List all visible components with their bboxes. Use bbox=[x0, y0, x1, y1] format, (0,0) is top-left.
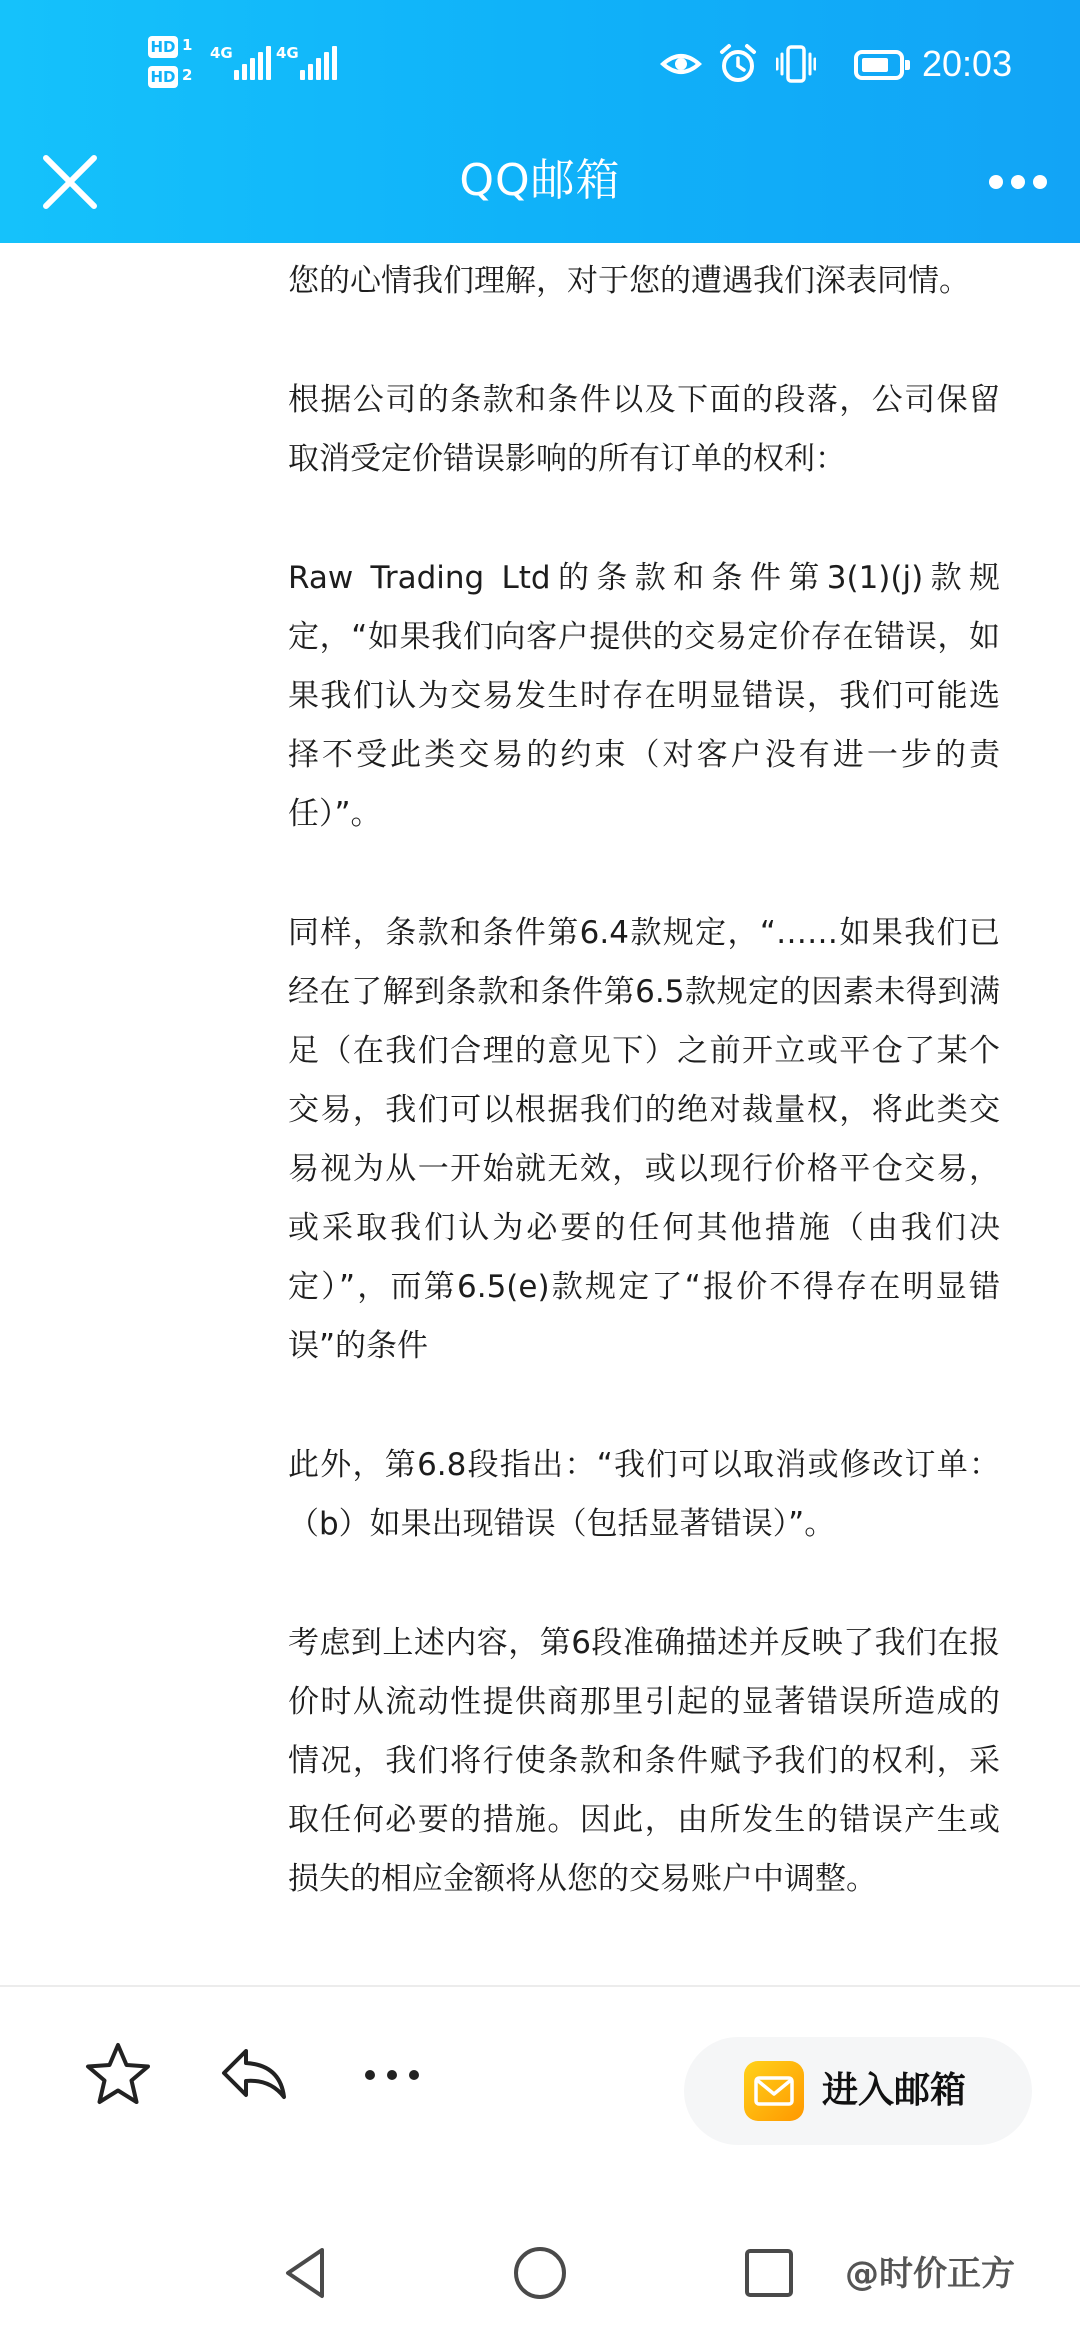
sim2-network-label: 4G bbox=[276, 44, 299, 62]
watermark-text: @时价正方 bbox=[845, 2254, 1015, 2294]
email-paragraph: 根据公司的条款和条件以及下面的段落，公司保留取消受定价错误影响的所有订单的权利： bbox=[288, 382, 1000, 477]
reply-icon bbox=[214, 2035, 294, 2115]
vibrate-icon bbox=[776, 42, 816, 86]
app-header bbox=[0, 0, 1080, 243]
system-nav-bar bbox=[0, 2200, 1080, 2340]
email-paragraph: 您的心情我们理解，对于您的遭遇我们深表同情。 bbox=[288, 263, 970, 299]
sim2-signal-icon bbox=[300, 44, 340, 80]
app-bar bbox=[0, 120, 1080, 243]
sim2-number: 2 bbox=[182, 66, 193, 84]
nav-recents-button[interactable] bbox=[734, 2238, 804, 2308]
email-paragraph: 同样，条款和条件第6.4款规定，“……如果我们已经在了解到条款和条件第6.5款规定的因素未得到满足（在我们合理的意见下）之前开立或平仓了某个交易，我们可以根据我们的绝对裁量权，将此类交易视为从一开始就无效，或以现行价格平仓交易，或采取我们认为必要的任何其他措施（由我们决定）”，而第6.5(e)款规定了“报价不得存在明显错误”的条件 bbox=[288, 915, 1000, 1364]
system-indicators bbox=[660, 36, 1080, 96]
recents-square-icon bbox=[734, 2238, 804, 2308]
enter-mailbox-button[interactable] bbox=[684, 2037, 1032, 2145]
hd-badge-1: HD bbox=[148, 36, 178, 58]
more-actions-button[interactable] bbox=[352, 2035, 432, 2115]
email-paragraph: 此外，第6.8段指出：“我们可以取消或修改订单：（b）如果出现错误（包括显著错误）”。 bbox=[288, 1447, 1000, 1542]
star-icon bbox=[78, 2035, 158, 2115]
home-circle-icon bbox=[505, 2238, 575, 2308]
alarm-icon bbox=[718, 42, 758, 86]
eye-icon bbox=[660, 44, 702, 84]
page-title: QQ邮箱 bbox=[459, 155, 621, 206]
star-button[interactable] bbox=[78, 2035, 158, 2115]
clock-time: 20:03 bbox=[922, 43, 1013, 84]
more-options-button[interactable] bbox=[976, 142, 1060, 222]
status-bar bbox=[0, 0, 1080, 120]
more-dots-icon bbox=[976, 142, 1060, 222]
email-paragraph: 考虑到上述内容，第6段准确描述并反映了我们在报价时从流动性提供商那里引起的显著错误所造成的情况，我们将行使条款和条件赋予我们的权利，采取任何必要的措施。因此，由所发生的错误产生或损失的相应金额将从您的交易账户中调整。 bbox=[288, 1625, 1000, 1897]
email-body bbox=[288, 252, 1000, 1969]
nav-back-button[interactable] bbox=[272, 2238, 342, 2308]
sim1-network-label: 4G bbox=[210, 44, 233, 62]
more-dots-icon bbox=[352, 2035, 432, 2115]
nav-home-button[interactable] bbox=[505, 2238, 575, 2308]
battery-icon bbox=[854, 50, 904, 80]
reply-button[interactable] bbox=[214, 2035, 294, 2115]
sim1-number: 1 bbox=[182, 36, 193, 54]
action-bar bbox=[0, 1987, 1080, 2187]
hd-badge-2: HD bbox=[148, 66, 178, 88]
email-paragraph: Raw Trading Ltd的条款和条件第3(1)(j)款规定，“如果我们向客户提供的交易定价存在错误，如果我们认为交易发生时存在明显错误，我们可能选择不受此类交易的约束（对客户没有进一步的责任）”。 bbox=[288, 560, 1000, 832]
enter-mailbox-label: 进入邮箱 bbox=[822, 2070, 967, 2111]
mail-icon bbox=[744, 2061, 804, 2121]
back-triangle-icon bbox=[272, 2238, 342, 2308]
sim1-signal-icon bbox=[234, 44, 274, 80]
